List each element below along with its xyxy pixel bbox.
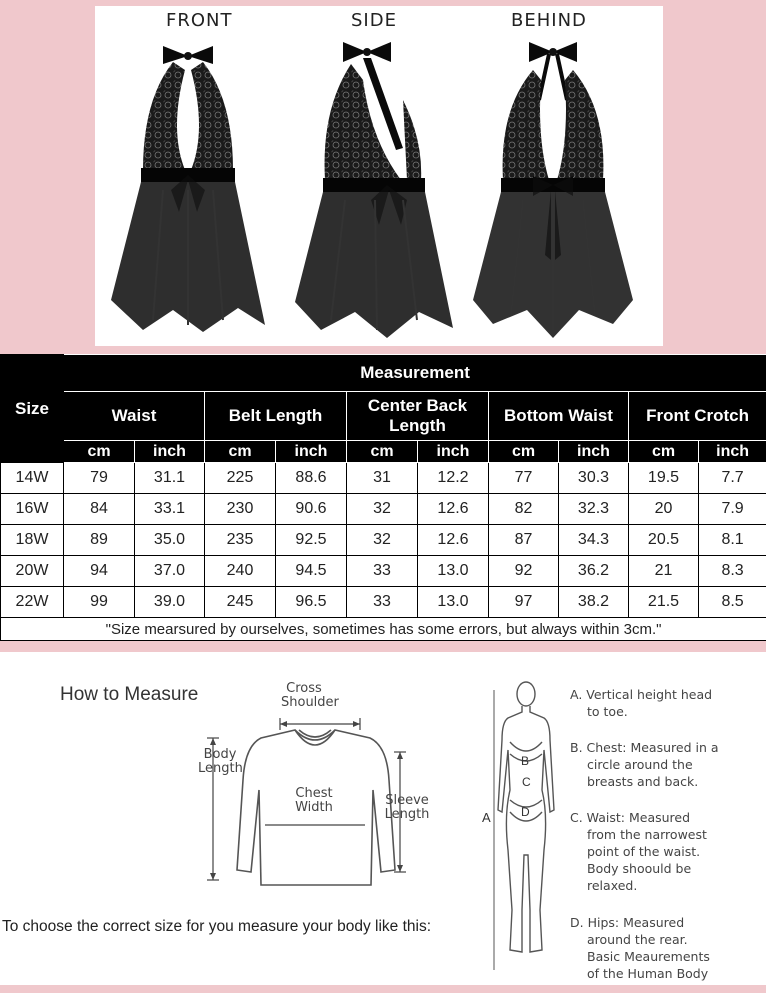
garment-front-image (103, 40, 273, 345)
value-cell: 89 (64, 525, 135, 556)
value-cell: 8.1 (699, 525, 766, 556)
value-cell: 8.5 (699, 587, 766, 618)
group-header-center-back-length: Center Back Length (347, 392, 489, 441)
note-d: D. Hips: Measured around the rear. Basic Meaurements of the Human Body (570, 915, 710, 981)
size-cell: 16W (1, 494, 64, 525)
value-cell: 97 (489, 587, 559, 618)
how-to-measure-title: How to Measure (60, 684, 199, 705)
value-cell: 7.9 (699, 494, 766, 525)
value-cell: 92.5 (276, 525, 347, 556)
group-header-belt-length: Belt Length (205, 392, 347, 441)
size-cell: 18W (1, 525, 64, 556)
value-cell: 39.0 (135, 587, 205, 618)
value-cell: 13.0 (418, 587, 489, 618)
value-cell: 37.0 (135, 556, 205, 587)
value-cell: 12.2 (418, 463, 489, 494)
value-cell: 94.5 (276, 556, 347, 587)
value-cell: 19.5 (629, 463, 699, 494)
unit-header: cm (205, 441, 276, 463)
unit-header: cm (347, 441, 418, 463)
value-cell: 7.7 (699, 463, 766, 494)
sleeve-length-label: Sleeve Length (384, 793, 430, 822)
value-cell: 94 (64, 556, 135, 587)
body-letter-d: D (521, 805, 530, 819)
value-cell: 32 (347, 525, 418, 556)
value-cell: 30.3 (559, 463, 629, 494)
value-cell: 82 (489, 494, 559, 525)
view-label-side: SIDE (351, 10, 397, 31)
value-cell: 99 (64, 587, 135, 618)
size-table-body (1, 463, 766, 618)
view-label-behind: BEHIND (511, 10, 587, 31)
group-header-front-crotch: Front Crotch (629, 392, 766, 441)
body-figure-diagram (486, 680, 566, 976)
body-letter-b: B (521, 754, 530, 768)
size-note: "Size mearsured by ourselves, sometimes has some errors, but always within 3cm." (1, 618, 766, 641)
table-row (1, 463, 766, 494)
table-row (1, 556, 766, 587)
value-cell: 21 (629, 556, 699, 587)
garment-behind-image (467, 40, 637, 345)
size-cell: 22W (1, 587, 64, 618)
value-cell: 35.0 (135, 525, 205, 556)
garment-side-image (291, 40, 461, 345)
value-cell: 12.6 (418, 525, 489, 556)
size-cell: 20W (1, 556, 64, 587)
table-row (1, 494, 766, 525)
value-cell: 225 (205, 463, 276, 494)
value-cell: 32 (347, 494, 418, 525)
how-to-measure-panel (0, 652, 766, 985)
size-cell: 14W (1, 463, 64, 494)
value-cell: 79 (64, 463, 135, 494)
value-cell: 36.2 (559, 556, 629, 587)
value-cell: 34.3 (559, 525, 629, 556)
value-cell: 90.6 (276, 494, 347, 525)
size-header: Size (1, 355, 64, 463)
table-row (1, 525, 766, 556)
value-cell: 84 (64, 494, 135, 525)
value-cell: 240 (205, 556, 276, 587)
unit-header: cm (64, 441, 135, 463)
body-letter-c: C (522, 775, 531, 789)
view-label-front: FRONT (166, 10, 233, 31)
chest-width-label: Chest Width (292, 787, 336, 815)
unit-header: inch (135, 441, 205, 463)
unit-header: inch (418, 441, 489, 463)
value-cell: 12.6 (418, 494, 489, 525)
body-letter-a: A (482, 810, 491, 825)
value-cell: 77 (489, 463, 559, 494)
value-cell: 13.0 (418, 556, 489, 587)
value-cell: 88.6 (276, 463, 347, 494)
value-cell: 92 (489, 556, 559, 587)
unit-header: inch (276, 441, 347, 463)
note-b: B. Chest: Measured in a circle around the breasts and back. (570, 740, 719, 789)
cross-shoulder-label: Cross Shoulder (281, 681, 339, 710)
product-photo-panel (95, 6, 663, 346)
value-cell: 32.3 (559, 494, 629, 525)
value-cell: 87 (489, 525, 559, 556)
value-cell: 21.5 (629, 587, 699, 618)
unit-header: inch (559, 441, 629, 463)
value-cell: 20.5 (629, 525, 699, 556)
value-cell: 33 (347, 587, 418, 618)
value-cell: 96.5 (276, 587, 347, 618)
note-c: C. Waist: Measured from the narrowest point of the waist. Body shoould be relaxed. (570, 810, 707, 893)
value-cell: 31 (347, 463, 418, 494)
size-chart (0, 354, 766, 640)
value-cell: 38.2 (559, 587, 629, 618)
value-cell: 31.1 (135, 463, 205, 494)
body-length-label: Body Length (198, 747, 243, 776)
size-table (0, 354, 766, 641)
group-header-bottom-waist: Bottom Waist (489, 392, 629, 441)
value-cell: 245 (205, 587, 276, 618)
value-cell: 33.1 (135, 494, 205, 525)
unit-header: inch (699, 441, 766, 463)
value-cell: 33 (347, 556, 418, 587)
value-cell: 8.3 (699, 556, 766, 587)
table-row (1, 587, 766, 618)
measurement-header: Measurement (64, 355, 766, 392)
unit-header: cm (629, 441, 699, 463)
instruction-text: To choose the correct size for you measure your body like this: (2, 918, 432, 935)
group-header-waist: Waist (64, 392, 205, 441)
unit-header: cm (489, 441, 559, 463)
value-cell: 20 (629, 494, 699, 525)
value-cell: 235 (205, 525, 276, 556)
value-cell: 230 (205, 494, 276, 525)
note-a: A. Vertical height head to toe. (570, 687, 713, 719)
